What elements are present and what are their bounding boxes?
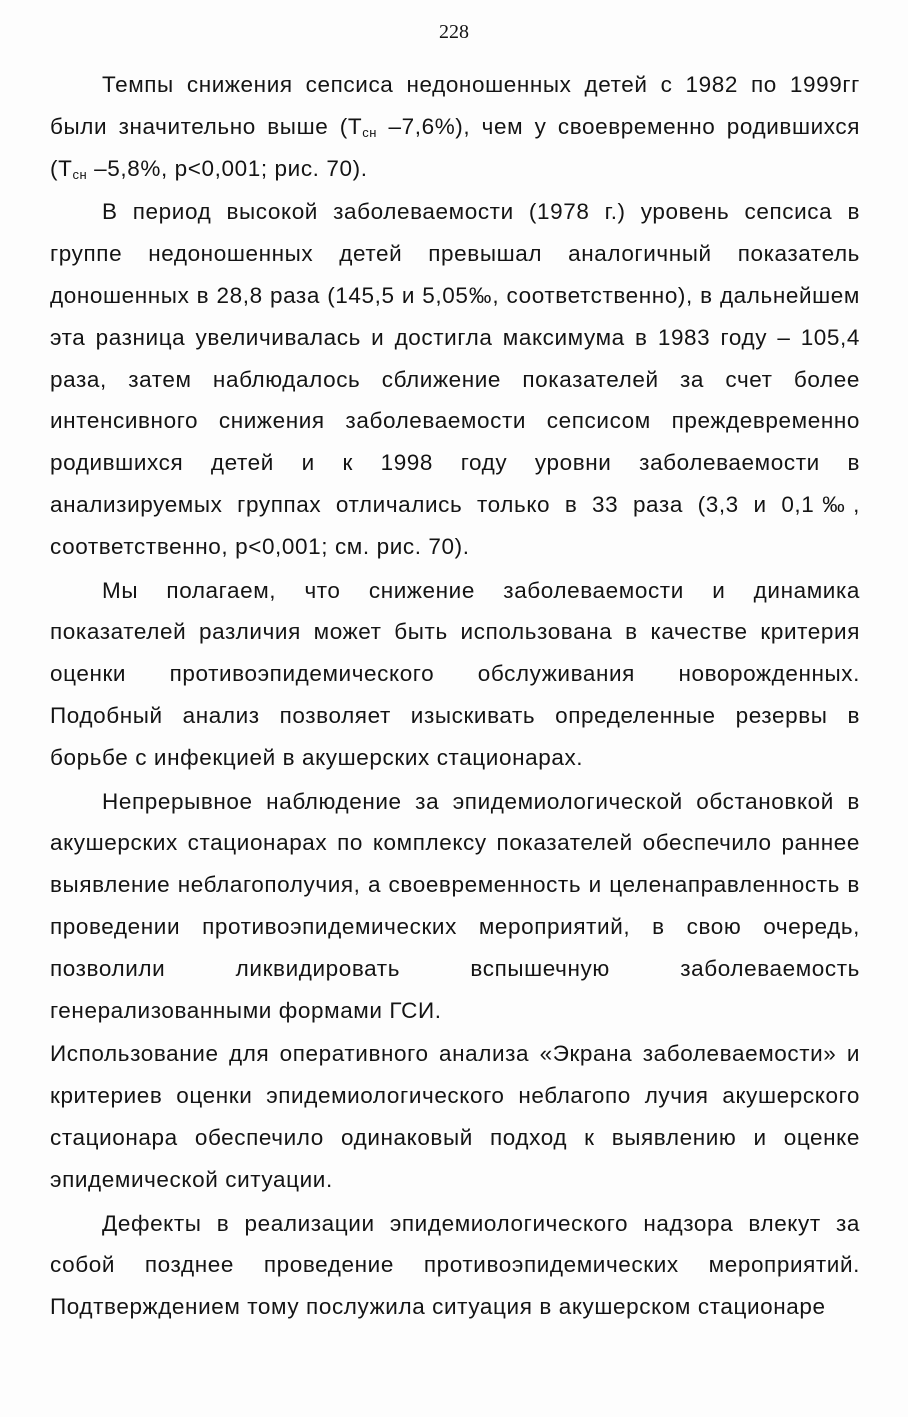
paragraph-assessment-criterion: Мы полагаем, что снижение заболеваемости и динамика показателей различия может быть использована в качестве критерия оценки противоэпидемического обслуживания новорожденных. Подобный анализ позволяет изыскивать определенные резервы в борьбе с инфекцией в акушерских стационарах. [50,577,860,770]
paragraph-surveillance-defects: Дефекты в реализации эпидемиологического надзора влекут за собой позднее проведение противоэпидемических мероприятий. Подтверждением тому послужила ситуация в акушерском стационаре [50,1210,860,1320]
paragraph-continuous-monitoring: Непрерывное наблюдение за эпидемиологической обстановкой в акушерских стационарах по комплексу показателей обеспечило раннее выявление неблагополучия, а своевременность и целенаправленность в проведении противоэпидемических мероприятий, в свою очередь, позволили ликвидировать вспышечную заболеваемость генерализованными формами ГСИ. [50,788,860,1023]
text-body [50,64,860,1330]
paragraph-sepsis-decline-text-3: –5,8%, р<0,001; рис. 70). [87,155,368,181]
subscript-tsn: сн [72,166,88,182]
paragraph-sepsis-decline-text-2: –7,6%), чем у своевременно родившихся (Т [50,113,861,181]
paragraph-sepsis-decline [50,64,860,189]
paragraph-sepsis-decline-text-1: Темпы снижения сепсиса недоношенных детей с 1982 по 1999гг были значительно выше (Т [50,72,860,139]
subscript-tsn: сн [362,124,378,140]
page-number: 228 [439,21,469,43]
paragraph-screen-analysis: Использование для оперативного анализа «Экрана заболеваемости» и критериев оценки эпидемиологического неблагопо лучия акушерского стационара обеспечило одинаковый подход к выявлению и оценке эпидемической ситуации. [50,1041,860,1192]
paragraph-high-incidence: В период высокой заболеваемости (1978 г.) уровень сепсиса в группе недоношенных детей превышал аналогичный показатель доношенных в 28,8 раза (145,5 и 5,05‰, соответственно), в дальнейшем эта разница увеличивалась и достигла максимума в 1983 году – 105,4 раза, затем наблюдалось сближение показателей за счет более интенсивного снижения заболеваемости сепсисом преждевременно родившихся детей и к 1998 году уровни заболеваемости в анализируемых группах отличались только в 33 раза (3,3 и 0,1‰, соответственно, р<0,001; см. рис. 70). [50,199,860,559]
